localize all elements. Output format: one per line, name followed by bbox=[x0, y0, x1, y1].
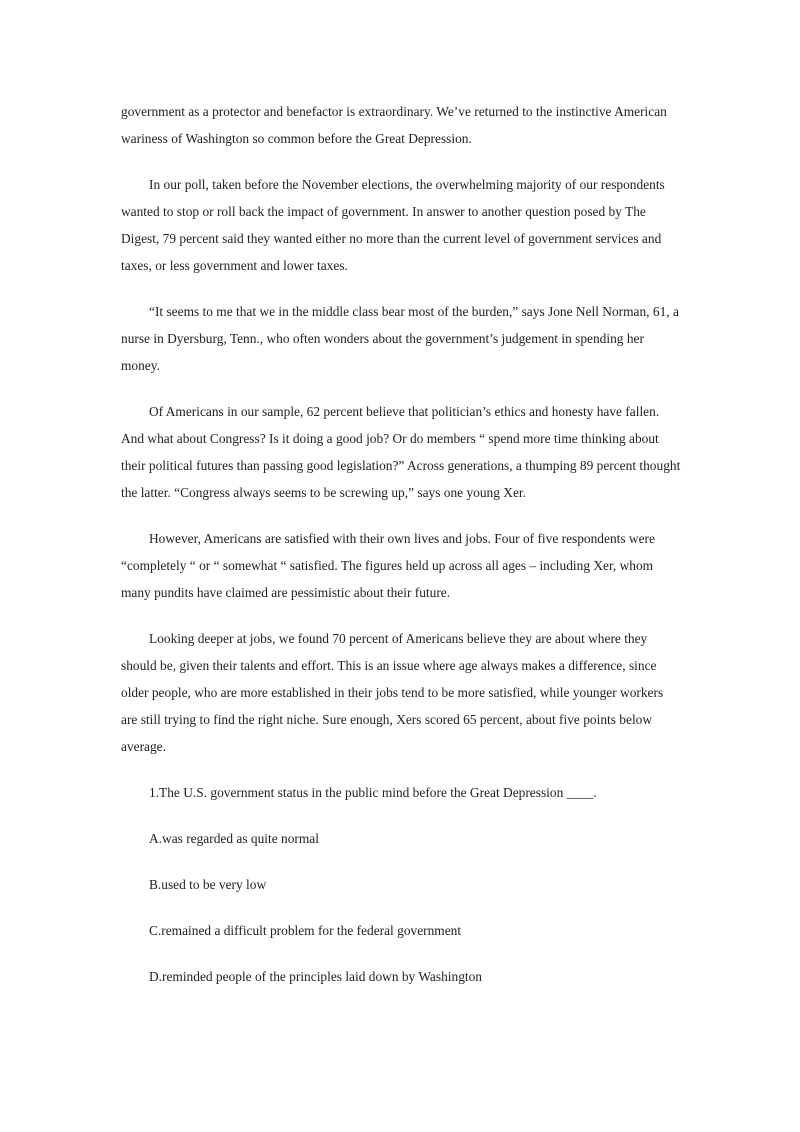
option-d: D.reminded people of the principles laid down by Washington bbox=[149, 969, 482, 984]
paragraph-poll: In our poll, taken before the November elections, the overwhelming majority of our respondents wanted to stop or roll back the impact of government. In answer to another question posed by The Digest, 79 percent said they wanted either no more than the current level of government services and taxes, or less government and lower taxes. bbox=[121, 177, 665, 273]
question-stem: 1.The U.S. government status in the public mind before the Great Depression ____. bbox=[149, 785, 597, 800]
article-body bbox=[121, 98, 681, 1009]
paragraph-jobs: Looking deeper at jobs, we found 70 percent of Americans believe they are about where they should be, given their talents and effort. This is an issue where age always makes a difference, since older people, who are more established in their jobs tend to be more satisfied, while younger workers are still trying to find the right niche. Sure enough, Xers scored 65 percent, about five points below average. bbox=[121, 631, 664, 754]
paragraph-congress: Of Americans in our sample, 62 percent believe that politician’s ethics and honesty have fallen. And what about Congress? Is it doing a good job? Or do members “ spend more time thinking about their political futures than passing good legislation?” Across generations, a thumping 89 percent thought the latter. “Congress always seems to be screwing up,” says one young Xer. bbox=[121, 404, 681, 500]
option-a: A.was regarded as quite normal bbox=[149, 831, 319, 846]
paragraph-satisfaction: However, Americans are satisfied with their own lives and jobs. Four of five respondents were “completely “ or “ somewhat “ satisfied. The figures held up across all ages – including Xer, whom many pundits have claimed are pessimistic about their future. bbox=[121, 531, 655, 600]
option-b: B.used to be very low bbox=[149, 877, 267, 892]
option-c: C.remained a difficult problem for the federal government bbox=[149, 923, 462, 938]
paragraph-quote-norman: “It seems to me that we in the middle class bear most of the burden,” says Jone Nell Norman, 61, a nurse in Dyersburg, Tenn., who often wonders about the government’s judgement in spending her money. bbox=[121, 304, 679, 373]
paragraph-continuation: government as a protector and benefactor is extraordinary. We’ve returned to the instinctive American wariness of Washington so common before the Great Depression. bbox=[121, 104, 667, 146]
